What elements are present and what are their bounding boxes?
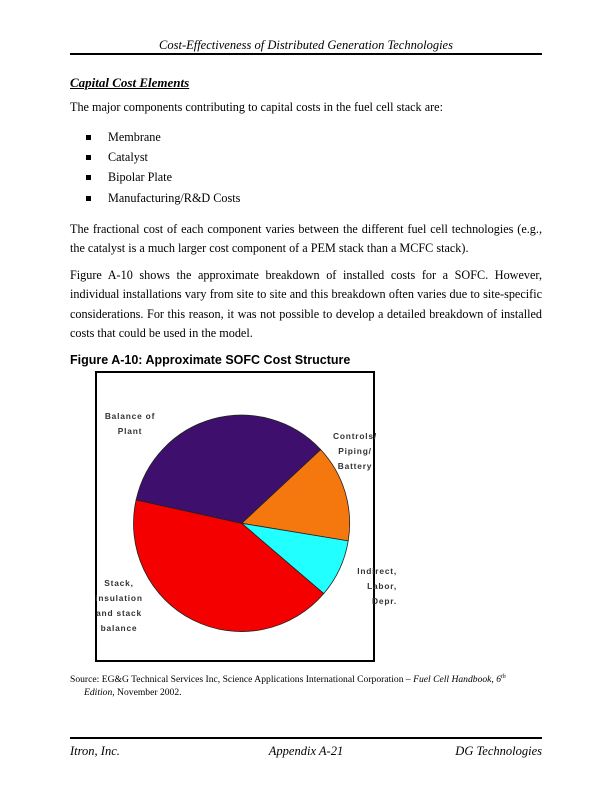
label-balance-of-plant: Balance of Plant — [104, 411, 156, 436]
running-header-title: Cost-Effectiveness of Distributed Generation Technologies — [159, 38, 453, 52]
list-item: Bipolar Plate — [86, 168, 240, 188]
figure-source-note: Source: EG&G Technical Services Inc, Science Applications International Corporation – Fuel Cell Handbook, 6th Edition, November 2002. — [70, 674, 506, 698]
footer-right: DG Technologies — [455, 744, 542, 758]
intro-paragraph: The major components contributing to capital costs in the fuel cell stack are: — [70, 100, 443, 114]
label-stack: Stack, insulation and stack balance — [95, 578, 143, 633]
footer-left: Itron, Inc. — [70, 744, 120, 758]
label-controls: Controls/ Piping/ Battery — [333, 431, 377, 471]
section-title: Capital Cost Elements — [70, 75, 190, 90]
paragraph-fractional-cost: The fractional cost of each component varies between the different fuel cell technologies (e.g., the catalyst is a much larger cost component of a PEM stack than a MCFC stack). — [70, 222, 542, 256]
list-item: Catalyst — [86, 147, 240, 167]
list-item: Manufacturing/R&D Costs — [86, 188, 240, 208]
paragraph-figure-description: Figure A-10 shows the approximate breakdown of installed costs for a SOFC. However, individual installations vary from site to site and this breakdown often varies due to site-specific considerations. For this reason, it was not possible to develop a detailed breakdown of installed costs that could be used in the model. — [70, 268, 542, 341]
label-indirect: Indirect, Labor, Depr. — [357, 566, 397, 606]
footer-center: Appendix A-21 — [268, 744, 344, 758]
footer-rule — [70, 737, 542, 739]
list-item: Membrane — [86, 127, 240, 147]
figure-title: Figure A-10: Approximate SOFC Cost Structure — [70, 353, 351, 367]
